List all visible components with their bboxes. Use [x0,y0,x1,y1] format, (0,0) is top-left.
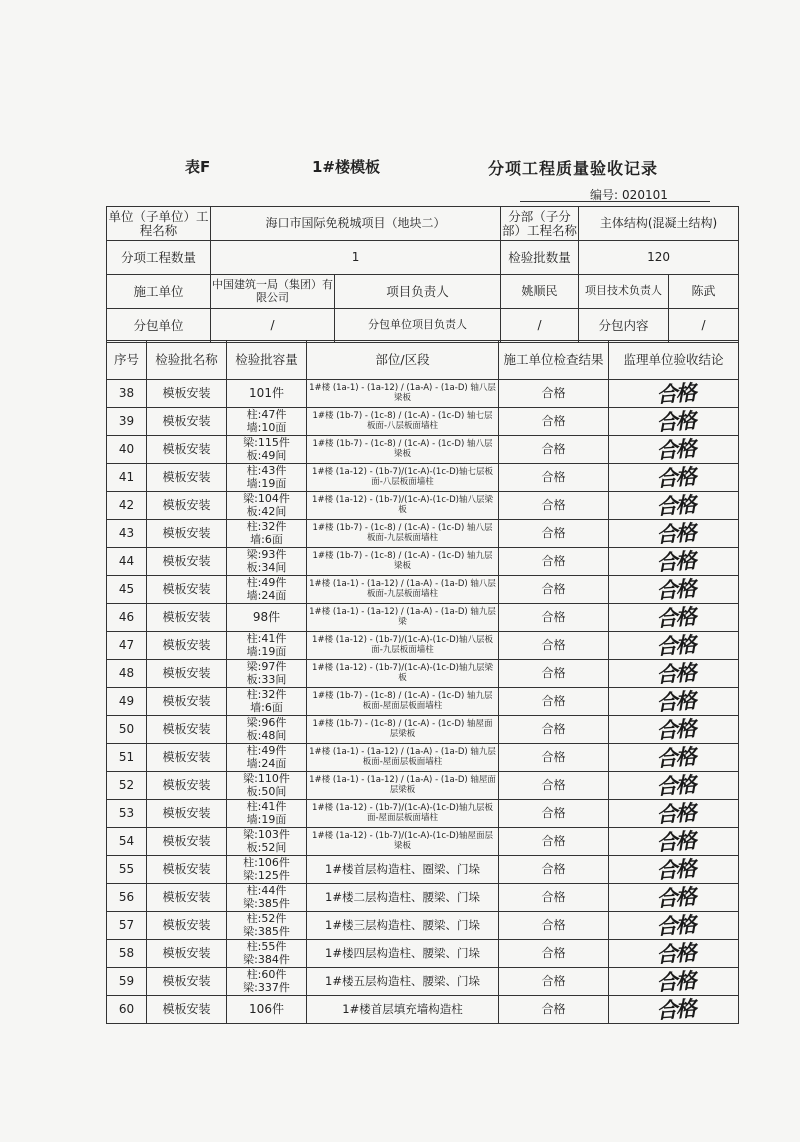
batch-capacity [227,464,307,492]
table-row [107,408,739,436]
batch-capacity [227,688,307,716]
construction-check-result: 合格 [499,968,609,996]
row-number: 41 [107,464,147,492]
batch-name: 模板安装 [147,772,227,800]
col-header-capacity: 检验批容量 [227,341,307,380]
capacity-line-1: 梁:110件 [243,772,290,786]
location-section: 1#楼 (1b-7) - (1c-8) / (1c-A) - (1c-D) 轴八层板面-九层板面墙柱 [307,520,499,548]
capacity-line-2: 墙:10面 [246,420,287,434]
capacity-line-2: 梁:385件 [243,896,290,910]
batch-capacity [227,436,307,464]
table-row [107,968,739,996]
location-section: 1#楼 (1b-7) - (1c-8) / (1c-A) - (1c-D) 轴九层梁板 [307,548,499,576]
batch-capacity [227,380,307,408]
table-header-row [107,341,739,380]
construction-check-result: 合格 [499,464,609,492]
supervision-signature: 合格 [608,907,740,944]
supervision-signature: 合格 [608,823,740,860]
row-number: 60 [107,996,147,1024]
col-header-supervision-result: 监理单位验收结论 [609,341,739,380]
row-number: 55 [107,856,147,884]
batch-name: 模板安装 [147,884,227,912]
location-section: 1#楼 (1a-1) - (1a-12) / (1a-A) - (1a-D) 轴八层梁板 [307,380,499,408]
location-section: 1#楼 (1a-12) - (1b-7)/(1c-A)-(1c-D)轴屋面层梁板 [307,828,499,856]
col-header-location: 部位/区段 [307,341,499,380]
construction-unit-label: 施工单位 [107,275,211,309]
capacity-line-1: 柱:43件 [246,464,287,478]
capacity-line-1: 梁:115件 [243,436,290,450]
construction-check-result: 合格 [499,940,609,968]
table-row [107,884,739,912]
document-header [0,156,800,180]
info-table [106,206,739,343]
supervision-signature: 合格 [608,963,740,1000]
location-section: 1#楼 (1a-12) - (1b-7)/(1c-A)-(1c-D)轴七层板面-八层板面墙柱 [307,464,499,492]
capacity-line-2: 板:49间 [246,448,287,462]
table-row [107,520,739,548]
batch-name: 模板安装 [147,436,227,464]
table-row [107,492,739,520]
batch-capacity [227,828,307,856]
location-section: 1#楼首层构造柱、圈梁、门垛 [307,856,499,884]
table-row [107,800,739,828]
row-number: 45 [107,576,147,604]
batch-capacity [227,968,307,996]
capacity-line-2: 板:48间 [246,728,287,742]
batch-capacity [227,632,307,660]
row-number: 40 [107,436,147,464]
capacity-line-1: 柱:52件 [246,912,287,926]
project-leader-value: 姚顺民 [501,275,579,309]
batch-capacity [227,884,307,912]
table-row [107,716,739,744]
location-section: 1#楼四层构造柱、腰梁、门垛 [307,940,499,968]
capacity-line-2: 墙:24面 [246,756,287,770]
code-value: 020101 [622,188,668,202]
row-number: 44 [107,548,147,576]
supervision-signature: 合格 [608,851,740,888]
table-row [107,548,739,576]
location-section: 1#楼 (1a-1) - (1a-12) / (1a-A) - (1a-D) 轴八层板面-九层板面墙柱 [307,576,499,604]
batch-capacity [227,604,307,632]
col-header-no: 序号 [107,341,147,380]
table-row [107,912,739,940]
capacity-line-1: 柱:41件 [246,800,287,814]
supervision-signature: 合格 [608,767,740,804]
capacity-line-1: 柱:44件 [246,884,287,898]
subcontract-leader-value: / [501,309,579,343]
construction-check-result: 合格 [499,604,609,632]
table-row [107,632,739,660]
row-number: 50 [107,716,147,744]
table-row [107,828,739,856]
batch-capacity [227,940,307,968]
batch-capacity [227,800,307,828]
construction-check-result: 合格 [499,408,609,436]
row-number: 46 [107,604,147,632]
supervision-signature: 合格 [608,739,740,776]
batch-name: 模板安装 [147,464,227,492]
tech-leader-value: 陈武 [669,275,739,309]
capacity-line-2: 板:34间 [246,560,287,574]
batch-count-value: 120 [579,241,739,275]
batch-name: 模板安装 [147,660,227,688]
construction-check-result: 合格 [499,688,609,716]
subject-title: 1#楼模板 [312,158,381,176]
capacity-line-2: 梁:125件 [243,868,290,882]
capacity-line-1: 梁:97件 [246,660,287,674]
location-section: 1#楼 (1a-1) - (1a-12) / (1a-A) - (1a-D) 轴屋面层梁板 [307,772,499,800]
construction-check-result: 合格 [499,492,609,520]
capacity-line-2: 板:42间 [246,504,287,518]
location-section: 1#楼 (1a-12) - (1b-7)/(1c-A)-(1c-D)轴九层梁板 [307,660,499,688]
row-number: 56 [107,884,147,912]
batch-name: 模板安装 [147,828,227,856]
row-number: 47 [107,632,147,660]
row-number: 49 [107,688,147,716]
capacity-line-1: 梁:104件 [243,492,290,506]
capacity-line-2: 墙:24面 [246,588,287,602]
table-number: 表F [185,158,211,176]
supervision-signature: 合格 [608,375,740,412]
table-row [107,576,739,604]
capacity-line-1: 梁:96件 [246,716,287,730]
subcontract-unit-value: / [211,309,335,343]
construction-check-result: 合格 [499,912,609,940]
table-row [107,464,739,492]
construction-check-result: 合格 [499,380,609,408]
location-section: 1#楼五层构造柱、腰梁、门垛 [307,968,499,996]
capacity-line-2: 墙:6面 [250,532,283,546]
batch-name: 模板安装 [147,968,227,996]
batch-name: 模板安装 [147,744,227,772]
construction-check-result: 合格 [499,856,609,884]
capacity-line-2: 板:50间 [246,784,287,798]
batch-name: 模板安装 [147,940,227,968]
construction-check-result: 合格 [499,772,609,800]
project-leader-label: 项目负责人 [335,275,501,309]
inspection-table [106,340,739,1024]
supervision-signature: 合格 [608,711,740,748]
construction-check-result: 合格 [499,660,609,688]
division-label: 分部（子分部）工程名称 [501,207,579,241]
location-section: 1#楼 (1a-1) - (1a-12) / (1a-A) - (1a-D) 轴九层板面-屋面层板面墙柱 [307,744,499,772]
table-row [107,436,739,464]
supervision-signature: 合格 [608,403,740,440]
batch-capacity [227,492,307,520]
location-section: 1#楼 (1a-12) - (1b-7)/(1c-A)-(1c-D)轴八层梁板 [307,492,499,520]
batch-name: 模板安装 [147,996,227,1024]
col-header-construction-result: 施工单位检查结果 [499,341,609,380]
table-row [107,772,739,800]
division-value: 主体结构(混凝土结构) [579,207,739,241]
subcontract-leader-label: 分包单位项目负责人 [335,309,501,343]
capacity-line-2: 墙:6面 [250,700,283,714]
capacity-line-2: 墙:19面 [246,812,287,826]
construction-check-result: 合格 [499,576,609,604]
construction-check-result: 合格 [499,716,609,744]
batch-name: 模板安装 [147,800,227,828]
batch-capacity [227,744,307,772]
row-number: 53 [107,800,147,828]
col-header-batch-name: 检验批名称 [147,341,227,380]
tech-leader-label: 项目技术负责人 [579,275,669,309]
batch-name: 模板安装 [147,688,227,716]
location-section: 1#楼 (1a-12) - (1b-7)/(1c-A)-(1c-D)轴八层板面-九层板面墙柱 [307,632,499,660]
code-label: 编号: [590,188,619,202]
supervision-signature: 合格 [608,487,740,524]
table-row [107,744,739,772]
supervision-signature: 合格 [608,431,740,468]
construction-check-result: 合格 [499,996,609,1024]
batch-name: 模板安装 [147,548,227,576]
capacity-line-2: 墙:19面 [246,476,287,490]
capacity-line-1: 柱:49件 [246,576,287,590]
capacity-line-1: 梁:103件 [243,828,290,842]
subcontract-content-value: / [669,309,739,343]
supervision-signature: 合格 [608,991,740,1028]
batch-capacity [227,408,307,436]
row-number: 51 [107,744,147,772]
location-section: 1#楼 (1b-7) - (1c-8) / (1c-A) - (1c-D) 轴七层板面-八层板面墙柱 [307,408,499,436]
construction-check-result: 合格 [499,548,609,576]
row-number: 39 [107,408,147,436]
capacity-line-2: 墙:19面 [246,644,287,658]
capacity-line-1: 柱:49件 [246,744,287,758]
supervision-signature: 合格 [608,543,740,580]
construction-check-result: 合格 [499,800,609,828]
location-section: 1#楼 (1b-7) - (1c-8) / (1c-A) - (1c-D) 轴八层梁板 [307,436,499,464]
location-section: 1#楼 (1a-12) - (1b-7)/(1c-A)-(1c-D)轴九层板面-屋面层板面墙柱 [307,800,499,828]
capacity-line-1: 柱:106件 [243,856,290,870]
capacity-line-2: 板:33间 [246,672,287,686]
table-row [107,856,739,884]
batch-name: 模板安装 [147,912,227,940]
supervision-signature: 合格 [608,683,740,720]
batch-name: 模板安装 [147,576,227,604]
capacity-line-1: 106件 [249,1001,284,1016]
row-number: 42 [107,492,147,520]
page-title: 分项工程质量验收记录 [488,159,659,178]
subitem-count-label: 分项工程数量 [107,241,211,275]
row-number: 38 [107,380,147,408]
capacity-line-2: 梁:337件 [243,980,290,994]
location-section: 1#楼 (1a-1) - (1a-12) / (1a-A) - (1a-D) 轴九层梁 [307,604,499,632]
unit-value: 海口市国际免税城项目（地块二） [211,207,501,241]
location-section: 1#楼 (1b-7) - (1c-8) / (1c-A) - (1c-D) 轴九层板面-屋面层板面墙柱 [307,688,499,716]
row-number: 52 [107,772,147,800]
supervision-signature: 合格 [608,795,740,832]
table-row [107,940,739,968]
subcontract-content-label: 分包内容 [579,309,669,343]
table-row [107,380,739,408]
location-section: 1#楼首层填充墙构造柱 [307,996,499,1024]
batch-name: 模板安装 [147,520,227,548]
construction-unit-value: 中国建筑一局（集团）有限公司 [211,275,335,309]
capacity-line-1: 柱:32件 [246,520,287,534]
construction-check-result: 合格 [499,744,609,772]
batch-count-label: 检验批数量 [501,241,579,275]
subitem-count-value: 1 [211,241,501,275]
code-underline [520,201,710,202]
batch-capacity [227,856,307,884]
construction-check-result: 合格 [499,828,609,856]
capacity-line-1: 柱:47件 [246,408,287,422]
location-section: 1#楼 (1b-7) - (1c-8) / (1c-A) - (1c-D) 轴屋面层梁板 [307,716,499,744]
table-row [107,688,739,716]
capacity-line-1: 柱:41件 [246,632,287,646]
batch-name: 模板安装 [147,632,227,660]
capacity-line-2: 梁:385件 [243,924,290,938]
capacity-line-1: 98件 [252,609,281,624]
capacity-line-1: 梁:93件 [246,548,287,562]
batch-name: 模板安装 [147,716,227,744]
subcontract-unit-label: 分包单位 [107,309,211,343]
row-number: 58 [107,940,147,968]
row-number: 48 [107,660,147,688]
capacity-line-2: 梁:384件 [243,952,290,966]
batch-capacity [227,996,307,1024]
row-number: 57 [107,912,147,940]
row-number: 54 [107,828,147,856]
supervision-signature: 合格 [608,571,740,608]
supervision-signature: 合格 [608,655,740,692]
capacity-line-2: 板:52间 [246,840,287,854]
batch-capacity [227,772,307,800]
batch-capacity [227,660,307,688]
construction-check-result: 合格 [499,632,609,660]
supervision-signature: 合格 [608,459,740,496]
batch-capacity [227,548,307,576]
batch-name: 模板安装 [147,856,227,884]
capacity-line-1: 101件 [249,385,284,400]
supervision-signature: 合格 [608,627,740,664]
table-row [107,660,739,688]
capacity-line-1: 柱:60件 [246,968,287,982]
table-row [107,996,739,1024]
batch-capacity [227,912,307,940]
batch-name: 模板安装 [147,492,227,520]
supervision-signature: 合格 [608,935,740,972]
construction-check-result: 合格 [499,436,609,464]
supervision-signature: 合格 [608,515,740,552]
row-number: 43 [107,520,147,548]
supervision-signature: 合格 [608,599,740,636]
construction-check-result: 合格 [499,520,609,548]
batch-name: 模板安装 [147,604,227,632]
batch-capacity [227,716,307,744]
location-section: 1#楼二层构造柱、腰梁、门垛 [307,884,499,912]
batch-capacity [227,520,307,548]
table-row [107,604,739,632]
location-section: 1#楼三层构造柱、腰梁、门垛 [307,912,499,940]
batch-capacity [227,576,307,604]
capacity-line-1: 柱:32件 [246,688,287,702]
capacity-line-1: 柱:55件 [246,940,287,954]
row-number: 59 [107,968,147,996]
batch-name: 模板安装 [147,380,227,408]
construction-check-result: 合格 [499,884,609,912]
supervision-signature: 合格 [608,879,740,916]
unit-label: 单位（子单位）工程名称 [107,207,211,241]
batch-name: 模板安装 [147,408,227,436]
